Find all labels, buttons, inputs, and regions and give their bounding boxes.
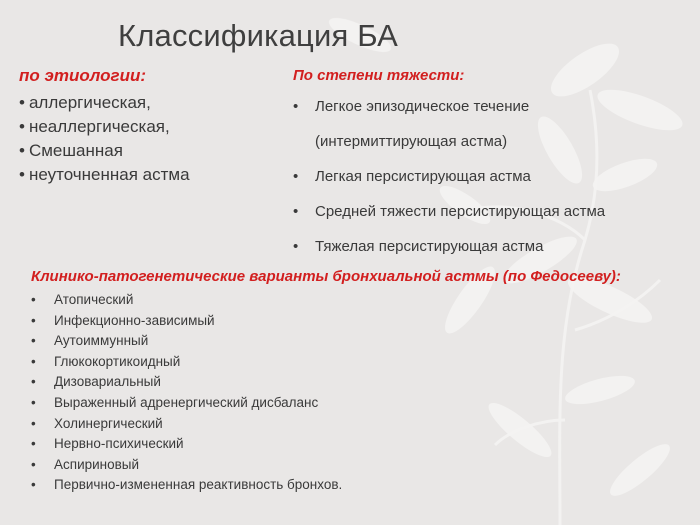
severity-section <box>293 67 693 273</box>
list-item: • Легкое эпизодическое течение (интермиттирующая астма) <box>293 98 530 150</box>
bullet-icon: • <box>293 203 299 220</box>
bullet-icon: • <box>31 312 36 328</box>
bullet-icon: • <box>31 353 36 369</box>
list-item: • Легкая персистирующая астма <box>293 168 531 185</box>
list-item: • Первично-измененная реактивность бронхов. <box>31 475 671 496</box>
list-item: • Холинергический <box>31 414 671 435</box>
bullet-icon: • <box>19 141 25 160</box>
list-item: • Инфекционно-зависимый <box>31 311 671 332</box>
list-item: • аллергическая, <box>19 93 151 112</box>
etiology-heading: по этиологии: <box>19 66 146 85</box>
bullet-icon: • <box>19 93 25 112</box>
list-item: • Атопический <box>31 290 671 311</box>
list-item: • неуточненная астма <box>19 165 190 184</box>
bullet-icon: • <box>31 415 36 431</box>
bullet-icon: • <box>19 117 25 136</box>
list-item: • Аспириновый <box>31 455 671 476</box>
list-item: • Дизовариальный <box>31 372 671 393</box>
bullet-icon: • <box>31 374 36 390</box>
list-item: • Тяжелая персистирующая астма <box>293 238 544 255</box>
clinical-variants-section <box>31 266 671 496</box>
list-item: • Средней тяжести персистирующая астма <box>293 203 606 220</box>
bullet-icon: • <box>31 394 36 410</box>
etiology-section <box>19 66 279 187</box>
list-item: • Глюкокортикоидный <box>31 352 671 373</box>
clinical-variants-list <box>31 290 671 496</box>
list-item: • неаллергическая, <box>19 117 170 136</box>
bullet-icon: • <box>19 165 25 184</box>
bullet-icon: • <box>31 333 36 349</box>
bullet-icon: • <box>293 98 299 115</box>
slide-title: Классификация БА <box>118 18 399 53</box>
severity-list <box>293 98 693 256</box>
bullet-icon: • <box>293 168 299 185</box>
list-item: • Нервно-психический <box>31 434 671 455</box>
clinical-variants-heading: Клинико-патогенетические варианты бронхиальной астмы (по Федосееву): <box>31 268 621 285</box>
list-item: • Смешанная <box>19 141 123 160</box>
bullet-icon: • <box>293 238 299 255</box>
severity-heading: По степени тяжести: <box>293 67 465 84</box>
bullet-icon: • <box>31 292 36 307</box>
bullet-icon: • <box>31 436 36 452</box>
list-item: • Аутоиммунный <box>31 331 671 352</box>
bullet-icon: • <box>31 477 36 493</box>
list-item: • Выраженный адренергический дисбаланс <box>31 393 671 414</box>
bullet-icon: • <box>31 456 36 472</box>
etiology-list <box>19 91 279 187</box>
